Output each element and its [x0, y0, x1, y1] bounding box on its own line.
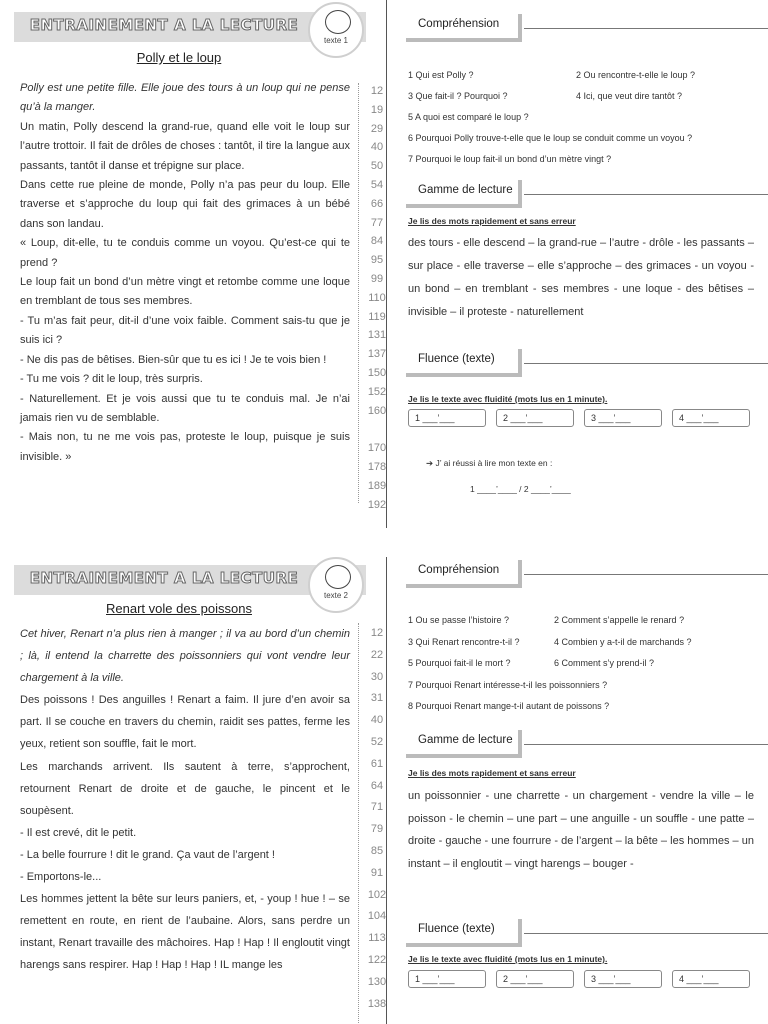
dotted-separator — [358, 83, 359, 503]
story-title: Renart vole des poissons — [106, 601, 252, 616]
word-count: 66 — [370, 197, 384, 210]
story-paragraph: - Naturellement. Et je vois aussi que tu te conduis mal. Je n’ai jamais rien vu de semblable. — [20, 392, 350, 424]
fluence-instruction: Je lis le texte avec fluidité (mots lus en 1 minute). — [408, 954, 608, 964]
story-text — [20, 623, 350, 977]
word-list: des tours - elle descend – la grand-rue – l’autre - drôle - les passants – sur place - elle traverse – elle s’approche – des grimaces - un voyou - un bond – en tremblant - ses membres - une loque - des bêtises – invisible – il proteste - naturellement — [408, 237, 754, 318]
gamme-label: Gamme de lecture — [418, 184, 513, 196]
word-count: 79 — [370, 823, 384, 836]
story-paragraph: Des poissons ! Des anguilles ! Renart a faim. Il jure d’en avoir sa part. Il se couche en travers du chemin, raidit ses pattes, ferme les yeux, retient son souffle, fait le mort. — [20, 694, 350, 751]
word-count: 64 — [370, 779, 384, 792]
fluence-box-3[interactable]: 3 ___’___ — [584, 970, 662, 988]
fluence-box-4[interactable]: 4 ___’___ — [672, 970, 750, 988]
child-face-icon — [325, 565, 351, 589]
dotted-separator — [358, 623, 359, 1023]
banner-title: ENTRAINEMENT A LA LECTURE — [29, 569, 299, 587]
gamme-instruction: Je lis des mots rapidement et sans erreur — [408, 216, 576, 226]
story-paragraph: Les hommes jettent la bête sur leurs paniers, et, - youp ! hue ! – se remettent en route, en rient de l’aubaine. Alors, sans perdre un instant, Renart travaille des mâchoires. Hap ! Hap ! Il engloutit vingt harengs sans respirer. Hap ! Hap ! Hap ! IL mange les — [20, 893, 350, 972]
word-count: 131 — [367, 329, 387, 342]
word-count: 30 — [370, 670, 384, 683]
word-count: 40 — [370, 141, 384, 154]
story-title: Polly et le loup — [136, 50, 222, 65]
word-count: 110 — [368, 291, 386, 304]
word-count-column — [362, 623, 392, 1015]
question: 4 Combien y a-t-il de marchands ? — [554, 636, 692, 647]
header-rule — [524, 933, 768, 934]
word-count: 84 — [370, 235, 384, 248]
word-count: 61 — [370, 757, 384, 770]
word-count: 192 — [367, 498, 387, 511]
header-rule — [524, 744, 768, 745]
word-count: 170 — [367, 442, 387, 455]
header-rule — [524, 363, 768, 364]
word-count: 52 — [370, 735, 384, 748]
word-count — [362, 420, 392, 439]
fluence-box-1[interactable]: 1 ___’___ — [408, 970, 486, 988]
child-face-icon — [325, 10, 351, 34]
word-count: 99 — [370, 272, 384, 285]
comprehension-label: Compréhension — [418, 564, 500, 576]
badge-label: texte 2 — [323, 591, 348, 600]
word-count: 137 — [367, 348, 387, 361]
story-paragraph: - La belle fourrure ! dit le grand. Ça vaut de l’argent ! — [20, 848, 275, 861]
question: 6 Comment s’y prend-il ? — [554, 658, 655, 668]
word-count: 40 — [370, 714, 384, 727]
story-paragraph: - Ne dis pas de bêtises. Bien-sûr que tu es ici ! Je te vois bien ! — [20, 353, 327, 366]
comprehension-label: Compréhension — [418, 18, 500, 30]
story-paragraph: Le loup fait un bond d’un mètre vingt et retombe comme une loque en tremblant de tous ses membres. — [20, 276, 350, 308]
fluence-box-2[interactable]: 2 ___’___ — [496, 970, 574, 988]
question: 7 Pourquoi Renart intéresse-t-il les poissonniers ? — [408, 679, 608, 690]
word-count: 119 — [368, 310, 386, 323]
word-count: 12 — [370, 627, 384, 639]
word-count: 54 — [370, 178, 384, 191]
gamme-instruction: Je lis des mots rapidement et sans erreur — [408, 768, 576, 778]
fluence-box-2[interactable]: 2 ___’___ — [496, 409, 574, 427]
word-count-column — [362, 82, 392, 514]
word-count: 22 — [370, 648, 384, 661]
story-paragraph: - Tu me vois ? dit le loup, très surpris. — [20, 373, 203, 386]
word-count: 71 — [370, 801, 384, 814]
question: 8 Pourquoi Renart mange-t-il autant de poissons ? — [408, 701, 610, 711]
column-divider — [386, 0, 387, 528]
story-paragraph: Les marchands arrivent. Ils sautent à terre, s’approchent, retournent Renart de droite et de gauche, le pincent et le soupèsent. — [20, 760, 350, 817]
word-count: 138 — [367, 997, 387, 1010]
fluence-instruction: Je lis le texte avec fluidité (mots lus en 1 minute). — [408, 394, 608, 404]
word-count: 91 — [370, 866, 384, 879]
question: 5 A quoi est comparé le loup ? — [408, 112, 529, 122]
banner-title: ENTRAINEMENT A LA LECTURE — [29, 16, 299, 34]
word-count: 95 — [370, 254, 384, 267]
word-count: 152 — [367, 385, 387, 398]
fluence-box-3[interactable]: 3 ___’___ — [584, 409, 662, 427]
question: 1 Qui est Polly ? — [408, 70, 474, 80]
story-paragraph: Un matin, Polly descend la grand-rue, quand elle voit le loup sur l’autre trottoir. Il fait de drôles de choses : tantôt, il tire la langue aux passants, tantôt il danse et trépigne sur place. — [20, 120, 350, 172]
story-paragraph: « Loup, dit-elle, tu te conduis comme un voyou. Qu’est-ce qui te prend ? — [20, 237, 350, 269]
word-count: 113 — [368, 932, 386, 945]
worksheet-texte-2 — [0, 557, 768, 1024]
word-count: 189 — [367, 479, 387, 492]
header-rule — [524, 28, 768, 29]
story-paragraph: - Tu m’as fait peur, dit-il d’une voix faible. Comment sais-tu que je suis ici ? — [20, 314, 350, 347]
story-paragraph: Dans cette rue pleine de monde, Polly n’a pas peur du loup. Elle traverse et s’approche du loup qui fait des grimaces à un bébé dans son landau. — [20, 179, 350, 230]
word-count: 50 — [370, 160, 384, 173]
header-rule — [524, 194, 768, 195]
word-count: 178 — [367, 460, 387, 473]
question: 3 Qui Renart rencontre-t-il ? — [408, 636, 520, 647]
story-paragraph: - Il est crevé, dit le petit. — [20, 826, 137, 839]
word-count: 160 — [367, 404, 387, 417]
question: 3 Que fait-il ? Pourquoi ? — [408, 91, 508, 101]
result-label: ➔ J’ ai réussi à lire mon texte en : — [426, 458, 553, 468]
fluence-box-1[interactable]: 1 ___’___ — [408, 409, 486, 427]
question: 2 Ou rencontre-t-elle le loup ? — [576, 70, 696, 80]
word-count: 77 — [370, 216, 384, 229]
word-count: 12 — [370, 85, 384, 97]
story-text — [20, 79, 350, 467]
story-paragraph: Cet hiver, Renart n’a plus rien à manger ; il va au bord d’un chemin ; là, il entend la charrette des poissonniers qui vont vendre leur chargement à la ville. — [20, 628, 350, 685]
fluence-label: Fluence (texte) — [418, 353, 495, 365]
question: 2 Comment s’appelle le renard ? — [554, 615, 685, 625]
gamme-label: Gamme de lecture — [418, 734, 513, 746]
question: 4 Ici, que veut dire tantôt ? — [576, 91, 683, 101]
word-count: 122 — [367, 953, 387, 966]
column-divider — [386, 557, 387, 1024]
fluence-label: Fluence (texte) — [418, 923, 495, 935]
header-rule — [524, 574, 768, 575]
badge-label: texte 1 — [323, 36, 348, 45]
question: 7 Pourquoi le loup fait-il un bond d’un mètre vingt ? — [408, 154, 612, 164]
question: 1 Ou se passe l’histoire ? — [408, 615, 510, 625]
story-paragraph: - Emportons-le... — [20, 871, 102, 884]
word-count: 130 — [367, 975, 387, 988]
question: 6 Pourquoi Polly trouve-t-elle que le loup se conduit comme un voyou ? — [408, 133, 693, 143]
word-count: 19 — [370, 103, 384, 116]
word-count: 150 — [367, 366, 387, 379]
result-values[interactable]: 1 ____’____ / 2 ____’____ — [470, 484, 571, 494]
word-count: 102 — [367, 888, 387, 901]
word-count: 29 — [370, 122, 384, 135]
word-list: un poissonnier - une charrette - un chargement - vendre la ville – le poisson - le chemin – une part – une anguille - un souffle - une patte – droite - gauche - une fourrure - de l’argent – la bête – les hommes – un instant – il engloutit – vingt harengs – bouger - — [408, 790, 754, 870]
word-count: 104 — [367, 910, 387, 923]
fluence-box-4[interactable]: 4 ___’___ — [672, 409, 750, 427]
story-paragraph: Polly est une petite fille. Elle joue des tours à un loup qui ne pense qu’à la manger. — [20, 82, 350, 114]
story-paragraph: - Mais non, tu ne me vois pas, proteste le loup, puisque je suis invisible. » — [20, 431, 350, 463]
word-count: 31 — [370, 692, 384, 705]
question: 5 Pourquoi fait-il le mort ? — [408, 658, 511, 668]
word-count: 85 — [370, 844, 384, 857]
